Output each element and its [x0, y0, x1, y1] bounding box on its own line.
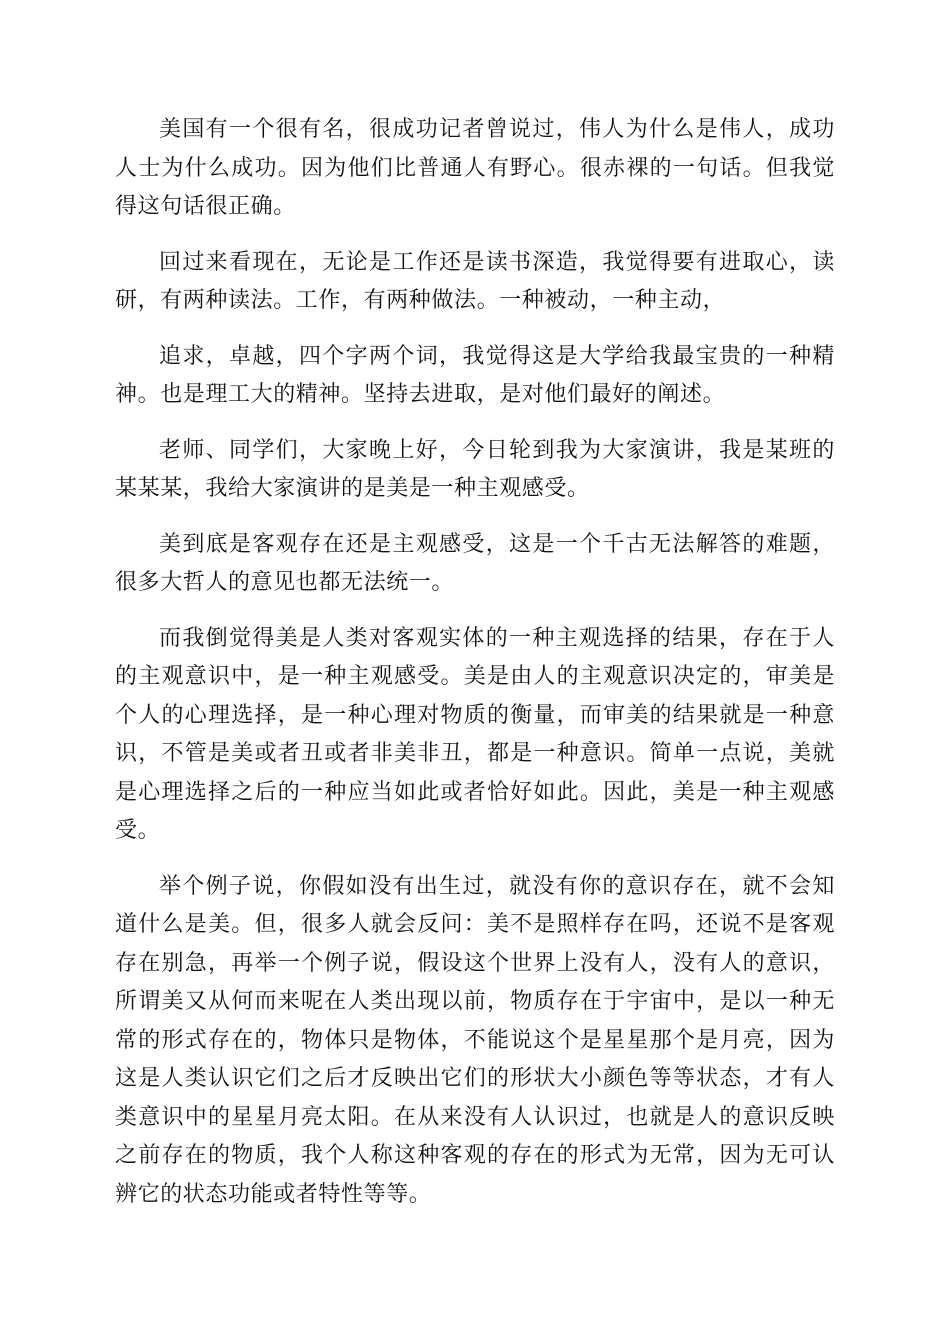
paragraph: 老师、同学们，大家晚上好，今日轮到我为大家演讲，我是某班的某某某，我给大家演讲的是美是一种主观感受。	[115, 437, 835, 501]
paragraph: 美到底是客观存在还是主观感受，这是一个千古无法解答的难题，很多大哲人的意见也都无法统一。	[115, 531, 835, 595]
paragraph: 回过来看现在，无论是工作还是读书深造，我觉得要有进取心，读研，有两种读法。工作，有两种做法。一种被动，一种主动，	[115, 249, 835, 313]
paragraph: 美国有一个很有名，很成功记者曾说过，伟人为什么是伟人，成功人士为什么成功。因为他们比普通人有野心。很赤裸的一句话。但我觉得这句话很正确。	[115, 117, 835, 219]
document-body	[115, 111, 835, 1231]
paragraph: 而我倒觉得美是人类对客观实体的一种主观选择的结果，存在于人的主观意识中，是一种主观感受。美是由人的主观意识决定的，审美是个人的心理选择，是一种心理对物质的衡量，而审美的结果就是一种意识，不管是美或者丑或者非美非丑，都是一种意识。简单一点说，美就是心理选择之后的一种应当如此或者恰好如此。因此，美是一种主观感受。	[115, 625, 835, 843]
paragraph: 追求，卓越，四个字两个词，我觉得这是大学给我最宝贵的一种精神。也是理工大的精神。坚持去进取，是对他们最好的阐述。	[115, 343, 835, 407]
paragraph: 举个例子说，你假如没有出生过，就没有你的意识存在，就不会知道什么是美。但，很多人就会反问：美不是照样存在吗，还说不是客观存在别急，再举一个例子说，假设这个世界上没有人，没有人的意识，所谓美又从何而来呢在人类出现以前，物质存在于宇宙中，是以一种无常的形式存在的，物体只是物体，不能说这个是星星那个是月亮，因为这是人类认识它们之后才反映出它们的形状大小颜色等等状态，才有人类意识中的星星月亮太阳。在从来没有人认识过，也就是人的意识反映之前存在的物质，我个人称这种客观的存在的形式为无常，因为无可认辨它的状态功能或者特性等等。	[115, 873, 835, 1207]
